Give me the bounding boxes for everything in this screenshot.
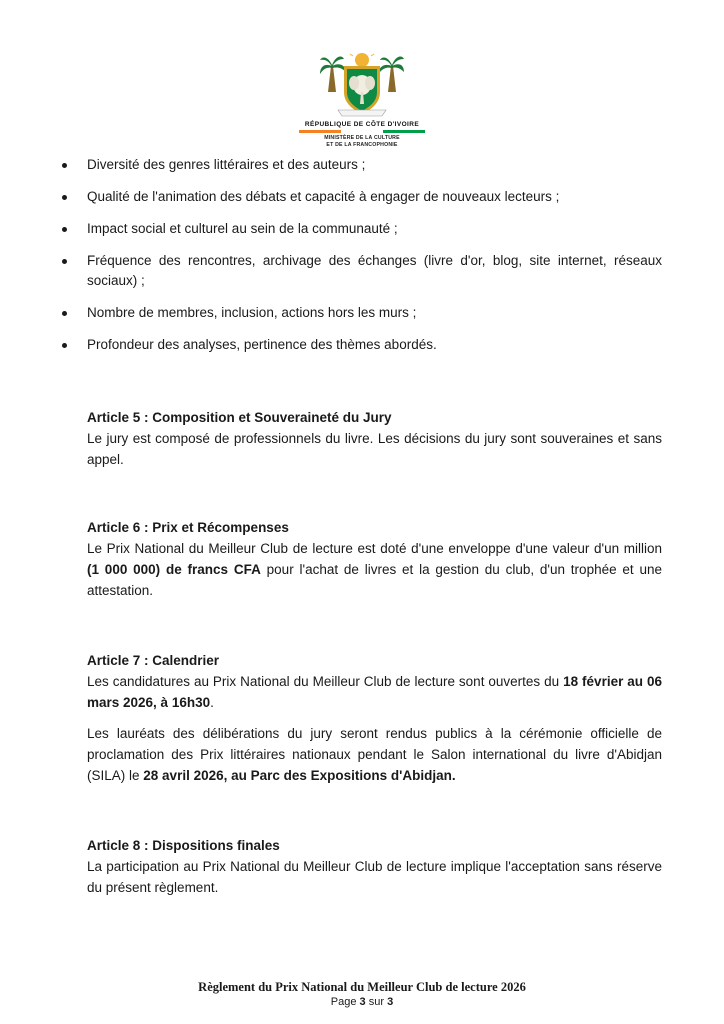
article-7-title: Article 7 : Calendrier: [87, 653, 220, 668]
country-name: RÉPUBLIQUE DE CÔTE D'IVOIRE: [304, 121, 420, 128]
list-item: Nombre de membres, inclusion, actions hors les murs ;: [62, 303, 662, 323]
flag-white-stripe: [341, 130, 383, 133]
bullet-icon: [62, 311, 67, 316]
article-8: [87, 835, 662, 898]
flag-green-stripe: [383, 130, 425, 133]
application-period: 18 février au 06 mars 2026, à 16h30: [87, 674, 663, 710]
list-item: Qualité de l'animation des débats et capacité à engager de nouveaux lecteurs ;: [62, 187, 662, 207]
bullet-icon: [62, 195, 67, 200]
article-5-title: Article 5 : Composition et Souveraineté du Jury: [87, 410, 392, 425]
article-7: [87, 650, 662, 786]
flag-bar: [299, 130, 425, 133]
article-6-text: Le Prix National du Meilleur Club de lecture est doté d'une enveloppe d'une valeur d'un million (1 000 000) de francs CFA pour l'achat de livres et la gestion du club, d'un trophée et une attestation.: [87, 541, 662, 598]
article-6-title: Article 6 : Prix et Récompenses: [87, 520, 289, 535]
list-item: Diversité des genres littéraires et des auteurs ;: [62, 155, 662, 175]
list-item: Impact social et culturel au sein de la communauté ;: [62, 219, 662, 239]
article-5-text: Le jury est composé de professionnels du livre. Les décisions du jury sont souveraines et sans appel.: [87, 431, 662, 467]
article-7-paragraph-2: Les lauréats des délibérations du jury seront rendus publics à la cérémonie officielle de proclamation des Prix littéraires nationaux pendant le Salon international du livre d'Abidjan (SILA) le 28 avril 2026, au Parc des Expositions d'Abidjan.: [87, 726, 662, 783]
article-6: [87, 517, 662, 601]
list-item: Profondeur des analyses, pertinence des thèmes abordés.: [62, 335, 662, 355]
bullet-icon: [62, 343, 67, 348]
flag-orange-stripe: [299, 130, 341, 133]
bullet-icon: [62, 227, 67, 232]
page-number: Page 3 sur 3: [330, 996, 394, 1008]
article-5: [87, 407, 662, 470]
coat-of-arms-icon: [320, 52, 404, 118]
list-item: Fréquence des rencontres, archivage des échanges (livre d'or, blog, site internet, réseaux sociaux) ;: [62, 251, 662, 291]
article-8-text: La participation au Prix National du Meilleur Club de lecture implique l'acceptation sans réserve du présent règlement.: [87, 859, 662, 895]
ministry-line-2: ET DE LA FRANCOPHONIE: [326, 142, 398, 148]
article-7-paragraph-1: Les candidatures au Prix National du Meilleur Club de lecture sont ouvertes du 18 février au 06 mars 2026, à 16h30.: [87, 674, 663, 710]
ceremony-date: 28 avril 2026, au Parc des Expositions d'Abidjan.: [143, 768, 456, 783]
article-8-title: Article 8 : Dispositions finales: [87, 838, 280, 853]
ministry-line-1: MINISTÈRE DE LA CULTURE: [324, 135, 400, 141]
bullet-icon: [62, 259, 67, 264]
footer-title: Règlement du Prix National du Meilleur Club de lecture 2026: [198, 980, 526, 994]
prize-amount: (1 000 000) de francs CFA: [87, 562, 261, 577]
page-footer: [0, 979, 724, 1010]
bullet-icon: [62, 163, 67, 168]
criteria-list: [62, 155, 662, 367]
document-header: [0, 52, 724, 149]
